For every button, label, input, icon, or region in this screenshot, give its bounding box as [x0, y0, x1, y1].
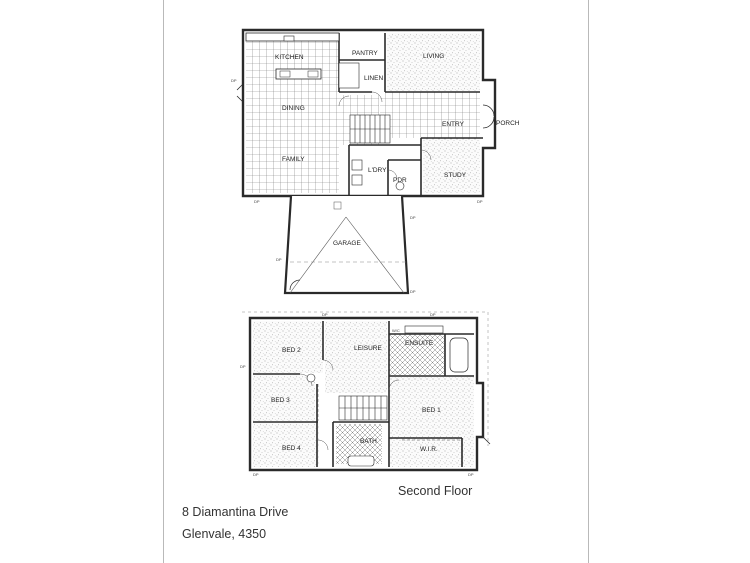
room-label-porch: PORCH: [496, 120, 520, 127]
room-label-garage: GARAGE: [333, 240, 361, 247]
room-label-study: STUDY: [444, 172, 467, 179]
dp-tag: DP: [254, 199, 260, 204]
ground-floor-plan: [231, 30, 520, 294]
study-floor: [423, 138, 480, 193]
room-label-powder: PDR: [393, 177, 407, 184]
room-label-living: LIVING: [423, 53, 445, 60]
room-label-dining: DINING: [282, 105, 305, 112]
room-label-bed1: BED 1: [422, 407, 441, 414]
dp-tag: DP: [468, 472, 474, 477]
room-label-pantry: PANTRY: [352, 50, 378, 57]
room-label-bath: BATH: [360, 438, 377, 445]
room-label-leisure: LEISURE: [354, 345, 382, 352]
room-label-bed3: BED 3: [271, 397, 290, 404]
room-label-wir: W.I.R.: [420, 446, 438, 453]
floor-caption: Second Floor: [398, 484, 473, 498]
dp-tag: DP: [410, 215, 416, 220]
room-label-linen: LINEN: [364, 75, 384, 82]
room-label-entry: ENTRY: [442, 121, 464, 128]
dp-tag: DP: [276, 257, 282, 262]
room-label-ensuite: ENSUITE: [405, 340, 434, 347]
dp-tag: DP: [253, 472, 259, 477]
room-label-bed4: BED 4: [282, 445, 301, 452]
leisure-floor: [325, 321, 387, 393]
living-floor: [387, 33, 480, 91]
dp-tag: DP: [477, 199, 483, 204]
address-line-2: Glenvale, 4350: [182, 527, 267, 541]
second-floor-plan: [240, 312, 490, 477]
room-label-laundry: L'DRY: [368, 167, 387, 174]
dp-tag: DP: [231, 78, 237, 83]
dp-tag: DP: [322, 312, 328, 317]
room-label-kitchen: KITCHEN: [275, 54, 304, 61]
room-label-wc: W/C: [392, 328, 400, 333]
address-line-1: 8 Diamantina Drive: [182, 505, 289, 519]
room-label-bed2: BED 2: [282, 347, 301, 354]
dp-tag: DP: [410, 289, 416, 294]
stairs-ground: [350, 115, 390, 143]
room-label-family: FAMILY: [282, 156, 305, 163]
dp-tag: DP: [240, 364, 246, 369]
entry-floor: [380, 92, 480, 138]
dp-tag: DP: [430, 312, 436, 317]
stairs-upper: [339, 396, 387, 420]
